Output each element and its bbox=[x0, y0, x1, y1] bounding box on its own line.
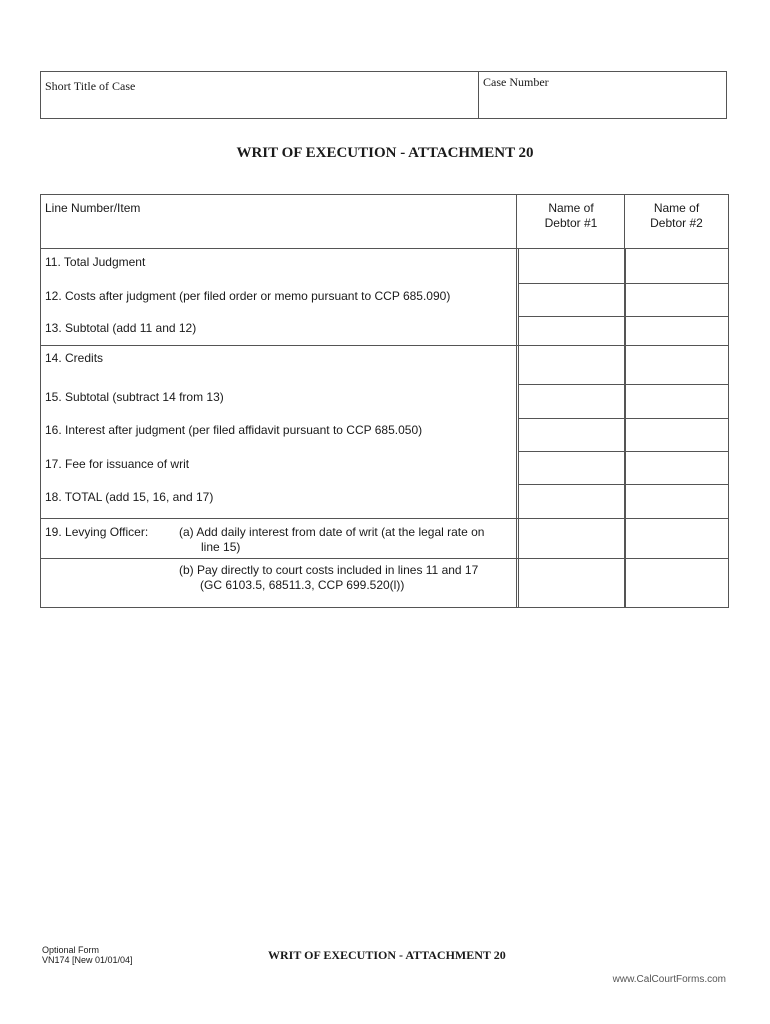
row-14-credits: 14. Credits bbox=[45, 351, 104, 365]
items-table bbox=[40, 194, 729, 608]
row-17-fee-issuance: 17. Fee for issuance of writ bbox=[45, 457, 190, 471]
row-13-subtotal: 13. Subtotal (add 11 and 12) bbox=[45, 321, 197, 335]
row-11-total-judgment: 11. Total Judgment bbox=[45, 255, 146, 269]
row-divider bbox=[518, 451, 728, 452]
page-title: WRIT OF EXECUTION - ATTACHMENT 20 bbox=[236, 145, 534, 161]
row-divider bbox=[41, 345, 728, 346]
row-divider bbox=[518, 316, 728, 317]
row-18-total: 18. TOTAL (add 15, 16, and 17) bbox=[45, 490, 214, 504]
row-16-interest-after-judgment: 16. Interest after judgment (per filed affidavit pursuant to CCP 685.050) bbox=[45, 423, 423, 437]
row-divider bbox=[518, 484, 728, 485]
row-19b-text bbox=[179, 563, 478, 593]
row-divider bbox=[518, 418, 728, 419]
row-divider bbox=[41, 248, 728, 249]
column-header-debtor-2-line1: Name of bbox=[653, 201, 700, 215]
row-19a-line2: line 15) bbox=[201, 540, 241, 554]
case-header-box bbox=[40, 71, 727, 119]
row-divider bbox=[518, 384, 728, 385]
form-number: VN174 [New 01/01/04] bbox=[42, 955, 133, 965]
col-divider-2b bbox=[625, 249, 626, 607]
form-id bbox=[42, 945, 133, 965]
row-12-costs-after-judgment: 12. Costs after judgment (per filed order or memo pursuant to CCP 685.090) bbox=[45, 289, 451, 303]
form-optional-label: Optional Form bbox=[42, 945, 100, 955]
column-header-item: Line Number/Item bbox=[45, 201, 141, 215]
column-header-debtor-2-line2: Debtor #2 bbox=[650, 216, 703, 230]
column-header-debtor-1 bbox=[518, 201, 624, 231]
row-19a-line1: (a) Add daily interest from date of writ (at the legal rate on bbox=[179, 525, 485, 539]
case-number-label: Case Number bbox=[483, 75, 549, 89]
row-divider bbox=[518, 283, 728, 284]
column-header-debtor-1-line2: Debtor #1 bbox=[544, 216, 598, 230]
row-19-levying-officer-label: 19. Levying Officer: bbox=[45, 525, 149, 539]
footer-url: www.CalCourtForms.com bbox=[612, 974, 726, 985]
footer-title: WRIT OF EXECUTION - ATTACHMENT 20 bbox=[268, 948, 506, 962]
column-header-debtor-2 bbox=[625, 201, 728, 231]
short-title-label: Short Title of Case bbox=[45, 79, 136, 93]
row-divider bbox=[41, 518, 728, 519]
column-header-debtor-1-line1: Name of bbox=[548, 201, 594, 215]
row-19a-text bbox=[179, 525, 484, 555]
case-header-divider bbox=[478, 72, 479, 118]
col-divider-1b bbox=[518, 249, 519, 607]
row-19b-line2: (GC 6103.5, 68511.3, CCP 699.520(l)) bbox=[200, 578, 405, 592]
row-divider bbox=[41, 558, 728, 559]
row-19b-line1: (b) Pay directly to court costs included in lines 11 and 17 bbox=[179, 563, 479, 577]
col-divider-1 bbox=[516, 195, 517, 607]
row-15-subtotal: 15. Subtotal (subtract 14 from 13) bbox=[45, 390, 224, 404]
